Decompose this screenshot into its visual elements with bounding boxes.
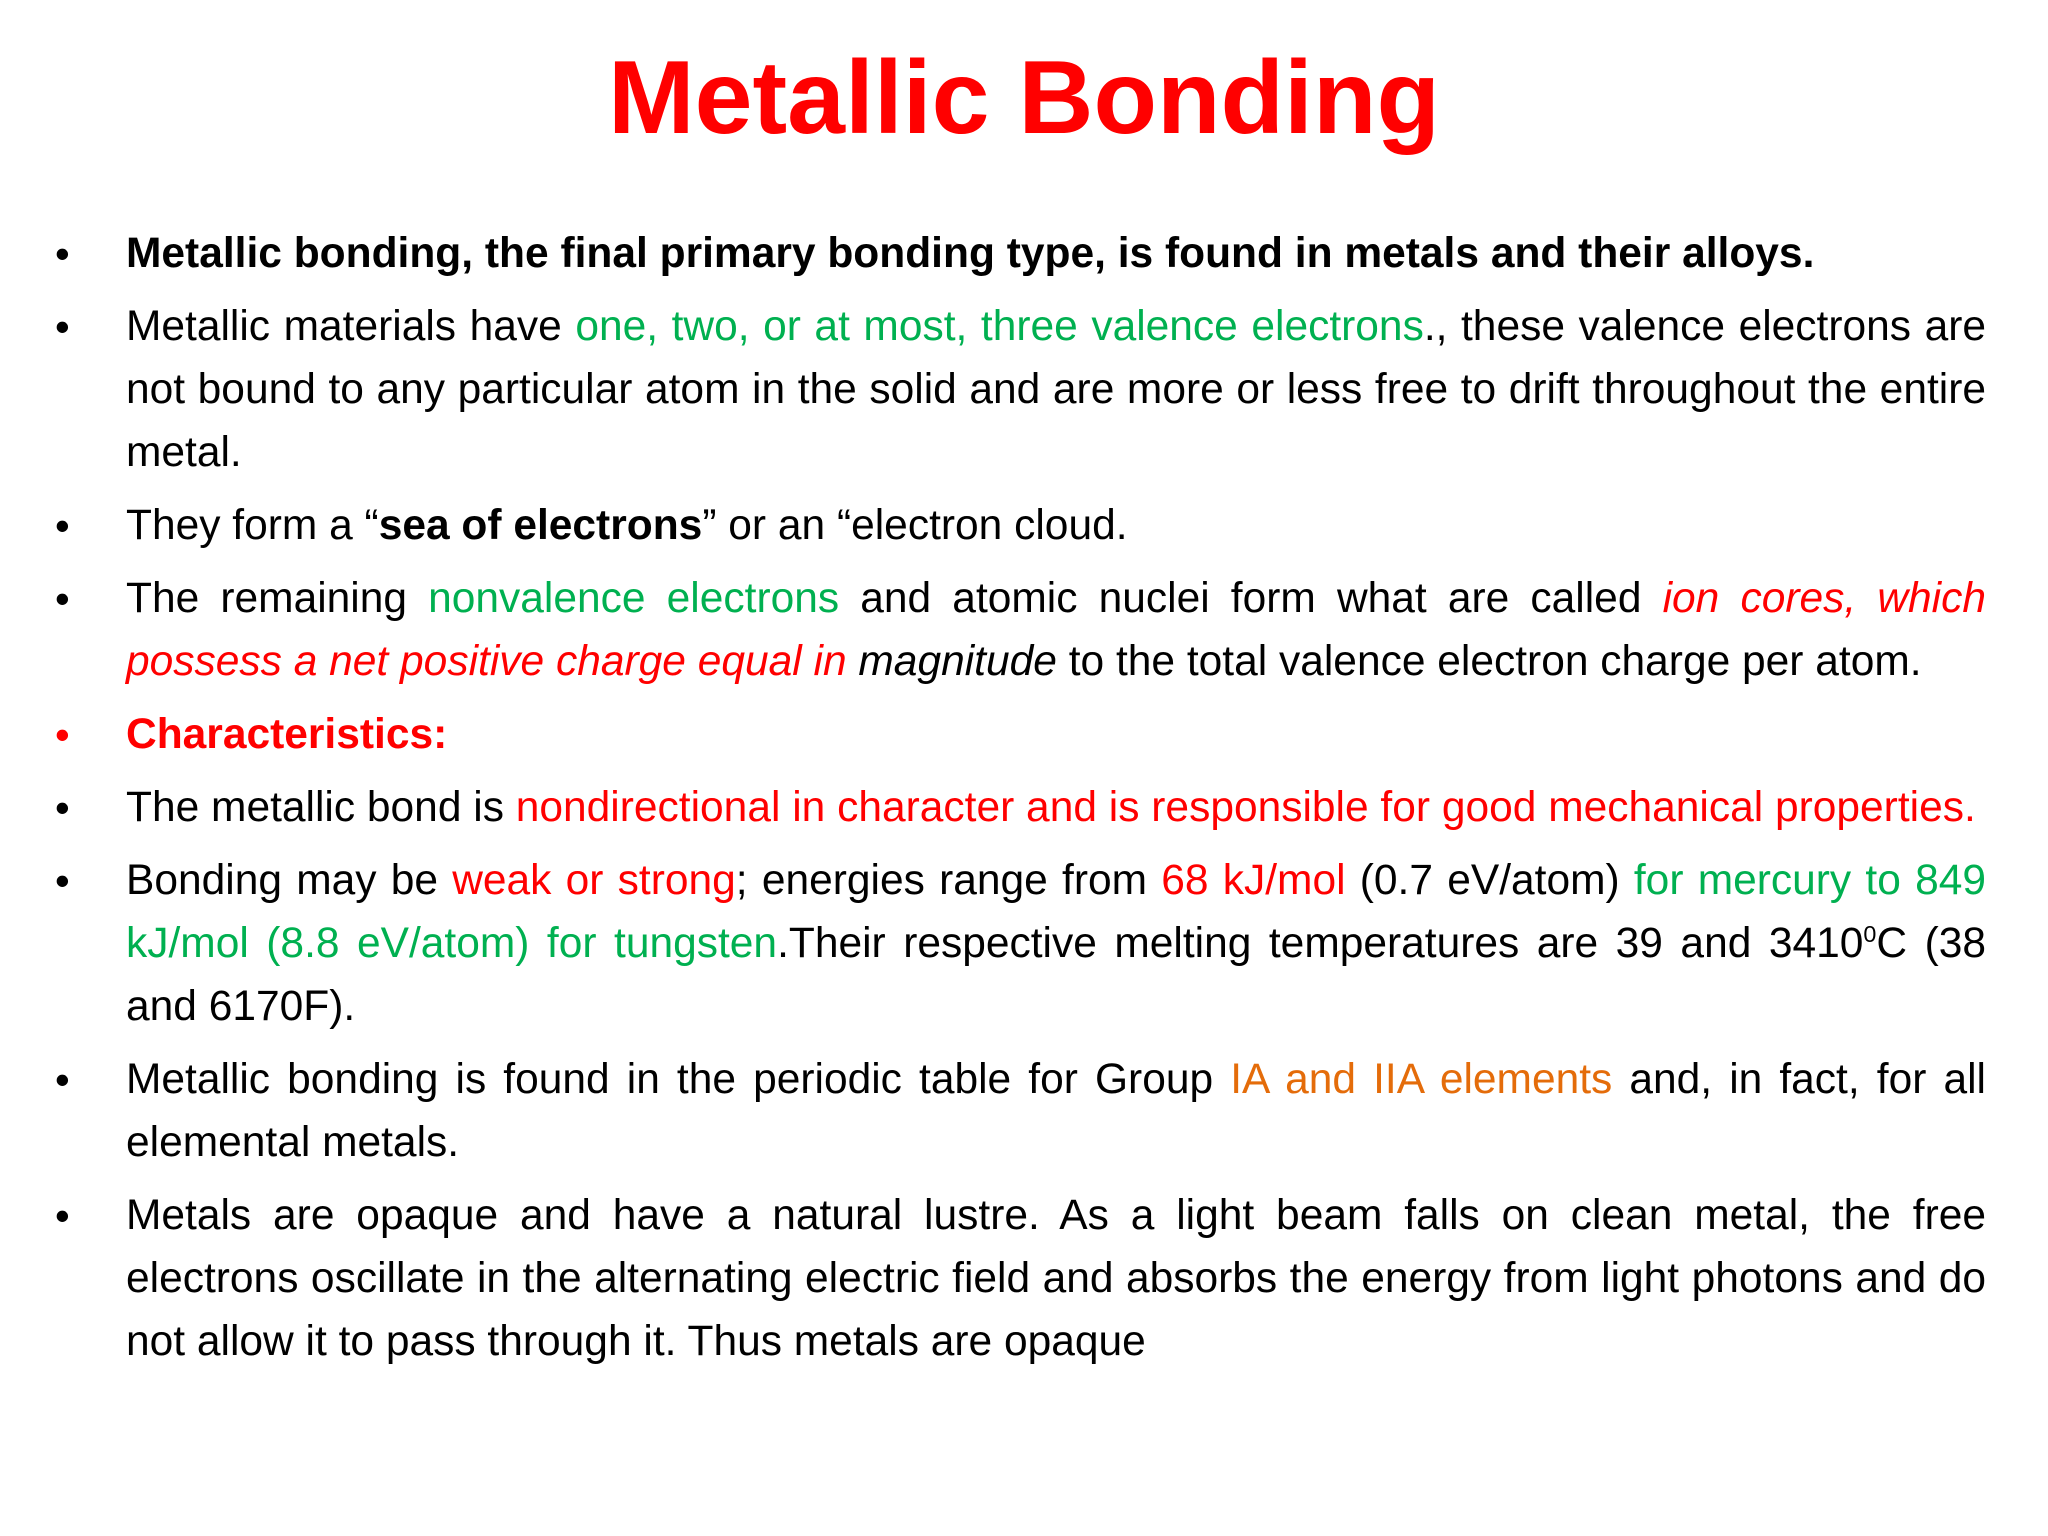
bullet-dot: •	[55, 1192, 70, 1239]
bullet-text: .Their respective melting temperatures are 39 and 3410	[777, 920, 1864, 967]
bullet-dot: •	[55, 575, 70, 622]
bullet-item-opaque	[52, 1184, 1986, 1373]
bullet-text-bold: sea of electrons	[378, 502, 703, 549]
highlight-green: one, two, or at most, three valence electrons	[575, 303, 1424, 350]
bullet-text: Bonding may be	[126, 857, 453, 904]
bullet-item-sea-of-electrons	[52, 494, 1986, 557]
bullet-dot: •	[55, 711, 70, 758]
bullet-text: The metallic bond is	[126, 784, 516, 831]
superscript: 0	[1863, 920, 1877, 947]
bullet-text: and, in fact, for all elemental metals.	[126, 1056, 1986, 1166]
bullet-dot: •	[55, 502, 70, 549]
bullet-text: Metallic bonding is found in the periodic table for Group	[126, 1056, 1231, 1103]
highlight-orange: IA and IIA elements	[1230, 1056, 1613, 1103]
bullet-list	[52, 222, 1986, 1383]
bullet-text: (0.7 eV/atom)	[1345, 857, 1634, 904]
highlight-green: nonvalence electrons	[428, 575, 840, 622]
bullet-dot: •	[55, 230, 70, 277]
highlight-red: 68 kJ/mol	[1161, 857, 1346, 904]
bullet-text: ; energies range from	[735, 857, 1162, 904]
highlight-red-italic: ion cores, which possess a net positive charge equal in	[126, 575, 1986, 685]
bullet-text: They form a “	[126, 502, 379, 549]
highlight-red: nondirectional in character and is responsible for good mechanical properties.	[515, 784, 1976, 831]
bullet-item-alloys	[52, 222, 1986, 285]
bullet-item-ion-cores	[52, 567, 1986, 693]
bullet-text: ., these valence electrons are not bound to any particular atom in the solid and are more or less free to drift throughout the entire metal.	[126, 303, 1987, 476]
bullet-text: Metallic materials have	[126, 303, 576, 350]
bullet-text: to the total valence electron charge per atom.	[1056, 638, 1922, 685]
bullet-item-characteristics	[52, 703, 1986, 766]
bullet-text: and atomic nuclei form what are called	[839, 575, 1663, 622]
bullet-item-nondirectional	[52, 776, 1986, 839]
bullet-text-bold: Metallic bonding, the final primary bonding type, is found in metals and their alloys.	[126, 230, 1815, 277]
bullet-item-valence-electrons	[52, 295, 1986, 484]
bullet-dot: •	[55, 303, 70, 350]
bullet-item-periodic-table	[52, 1048, 1986, 1174]
highlight-red: weak or strong	[452, 857, 736, 904]
bullet-text-italic: magnitude	[858, 638, 1057, 685]
bullet-dot: •	[55, 857, 70, 904]
bullet-text: C (38 and 6170F).	[126, 920, 1986, 1030]
slide-title: Metallic Bonding	[608, 40, 1440, 156]
bullet-text: The remaining	[126, 575, 429, 622]
highlight-green: for mercury to 849 kJ/mol (8.8 eV/atom) for tungsten	[126, 857, 1986, 967]
bullet-item-bonding-energies	[52, 849, 1986, 1038]
section-heading: Characteristics:	[126, 711, 448, 758]
bullet-text: ” or an “electron cloud.	[702, 502, 1128, 549]
bullet-dot: •	[55, 1056, 70, 1103]
bullet-dot: •	[55, 784, 70, 831]
bullet-text: Metals are opaque and have a natural lustre. As a light beam falls on clean metal, the free electrons oscillate in the alternating electric field and absorbs the energy from light photons and do not allow it to pass through it. Thus metals are opaque	[126, 1192, 1986, 1365]
